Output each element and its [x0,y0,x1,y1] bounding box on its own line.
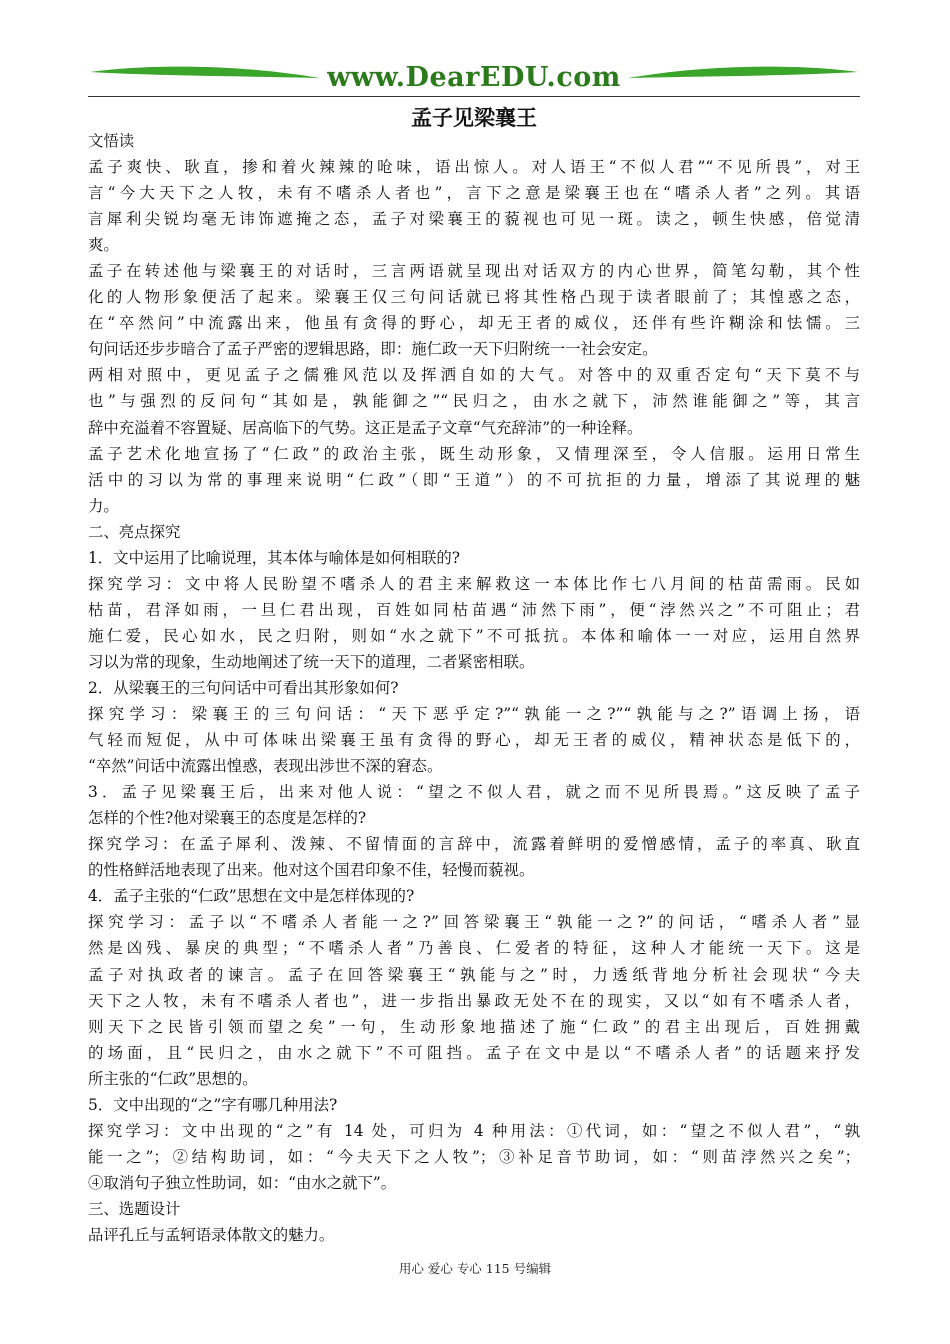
text-line: ④取消句子独立性助词，如：“由水之就下”。 [88,1173,397,1192]
text-line: 句问话还步步暗合了孟子严密的逻辑思路，即：施仁政一天下归附统一一社会安定。 [88,340,658,359]
text-line: 三、选题设计 [88,1199,181,1218]
text-line: 言犀利尖锐均毫无讳饰遮掩之态，孟子对梁襄王的藐视也可见一斑。读之，顿生快感，倍觉清 [88,210,860,229]
text-line: 爽。 [88,236,119,255]
text-line: 在“卒然问”中流露出来，他虽有贪得的野心，却无王者的威仪，还伴有些许糊涂和怯懦。三 [88,314,860,333]
text-line: 二、亮点探究 [88,522,181,541]
text-line: 气轻而短促，从中可体味出梁襄王虽有贪得的野心，却无王者的威仪，精神状态是低下的， [88,731,860,750]
text-line: 活中的习以为常的事理来说明“仁政”（即“王道”）的不可抗拒的力量，增添了其说理的魅 [88,470,860,489]
text-line: 探究学习：文中出现的“之”有 14 处，可归为 4 种用法：①代词，如：“望之不似人君”，“孰 [88,1121,860,1140]
text-line: 探究学习：梁襄王的三句问话：“天下恶乎定?”“孰能一之?”“孰能与之?”语调上扬，语 [88,705,860,724]
text-line: 孟子对执政者的谏言。孟子在回答梁襄王“孰能与之”时，力透纸背地分析社会现状“今夫 [88,965,860,984]
text-line: 也”与强烈的反问句“其如是，孰能御之”“民归之，由水之就下，沛然谁能御之”等，其言 [88,392,860,411]
page-footer: 用心 爱心 专心 115 号编辑 [398,1261,552,1276]
text-line: 施仁爱，民心如水，民之归附，则如“水之就下”不可抵抗。本体和喻体一一对应，运用自然界 [88,626,860,645]
text-line: 3．孟子见梁襄王后，出来对他人说：“望之不似人君，就之而不见所畏焉。”这反映了孟子 [88,783,860,802]
text-line: 探究学习：文中将人民盼望不嗜杀人的君主来解救这一本体比作七八月间的枯苗需雨。民如 [88,574,860,593]
text-line: “卒然”问话中流露出惶惑，表现出涉世不深的窘态。 [88,757,443,776]
text-line: 探究学习：在孟子犀利、泼辣、不留情面的言辞中，流露着鲜明的爱憎感情，孟子的率真、耿直 [88,835,860,854]
article-body [88,128,860,1248]
text-line: 探究学习：孟子以“不嗜杀人者能一之?”回答梁襄王“孰能一之?”的问话，“嗜杀人者”显 [88,913,860,932]
text-line: 辞中充溢着不容置疑、居高临下的气势。这正是孟子文章“气充辞沛”的一种诠释。 [88,418,643,437]
text-line: 言“今大天下之人牧，未有不嗜杀人者也”，言下之意是梁襄王也在“嗜杀人者”之列。其语 [88,184,860,203]
text-line: 2．从梁襄王的三句问话中可看出其形象如何? [88,678,399,697]
text-line: 然是凶残、暴戾的典型；“不嗜杀人者”乃善良、仁爱者的特征，这种人才能统一天下。这是 [88,939,860,958]
text-line: 所主张的“仁政”思想的。 [88,1069,258,1088]
text-line: 则天下之民皆引领而望之矣”一句，生动形象地描述了施“仁政”的君主出现后，百姓拥戴 [88,1017,860,1036]
text-line: 4．孟子主张的“仁政”思想在文中是怎样体现的? [88,887,415,906]
text-line: 的性格鲜活地表现了出来。他对这个国君印象不佳，轻慢而藐视。 [88,861,535,880]
header-divider [88,96,860,97]
text-line: 枯苗，君泽如雨，一旦仁君出现，百姓如同枯苗遇“沛然下雨”，便“浡然兴之”不可阻止；君 [88,600,860,619]
text-line: 的场面，且“民归之，由水之就下”不可阻挡。孟子在文中是以“不嗜杀人者”的话题来抒发 [88,1043,860,1062]
text-line: 5．文中出现的“之”字有哪几种用法? [88,1095,338,1114]
text-line: 文悟读 [88,132,135,150]
text-line: 化的人物形象便活了起来。梁襄王仅三句问话就已将其性格凸现于读者眼前了；其惶惑之态， [88,288,860,307]
page-title: 孟子见梁襄王 [411,105,537,130]
text-line: 品评孔丘与孟轲语录体散文的魅力。 [88,1225,335,1244]
text-line: 力。 [88,496,119,515]
site-header [88,56,860,102]
text-line: 能一之”；②结构助词，如：“今夫天下之人牧”；③补足音节助词，如：“则苗浡然兴之矣”； [88,1147,860,1166]
text-line: 孟子在转述他与梁襄王的对话时，三言两语就呈现出对话双方的内心世界，简笔勾勒，其个性 [88,262,860,281]
text-line: 1．文中运用了比喻说理，其本体与喻体是如何相联的? [88,548,461,567]
site-logo[interactable]: www.DearEDU.com [327,62,621,93]
text-line: 怎样的个性?他对梁襄王的态度是怎样的? [88,809,367,828]
text-line: 孟子爽快、耿直，掺和着火辣辣的呛味，语出惊人。对人语王“不似人君”“不见所畏”，对王 [88,158,860,177]
text-line: 习以为常的现象，生动地阐述了统一天下的道理，二者紧密相联。 [88,652,535,671]
text-line: 天下之人牧，未有不嗜杀人者也”，进一步指出暴政无处不在的现实，又以“如有不嗜杀人者， [88,991,860,1010]
text-line: 孟子艺术化地宣扬了“仁政”的政治主张，既生动形象，又情理深至，令人信服。运用日常生 [88,444,860,463]
text-line: 两相对照中，更见孟子之儒雅风范以及挥洒自如的大气。对答中的双重否定句“天下莫不与 [88,366,860,385]
